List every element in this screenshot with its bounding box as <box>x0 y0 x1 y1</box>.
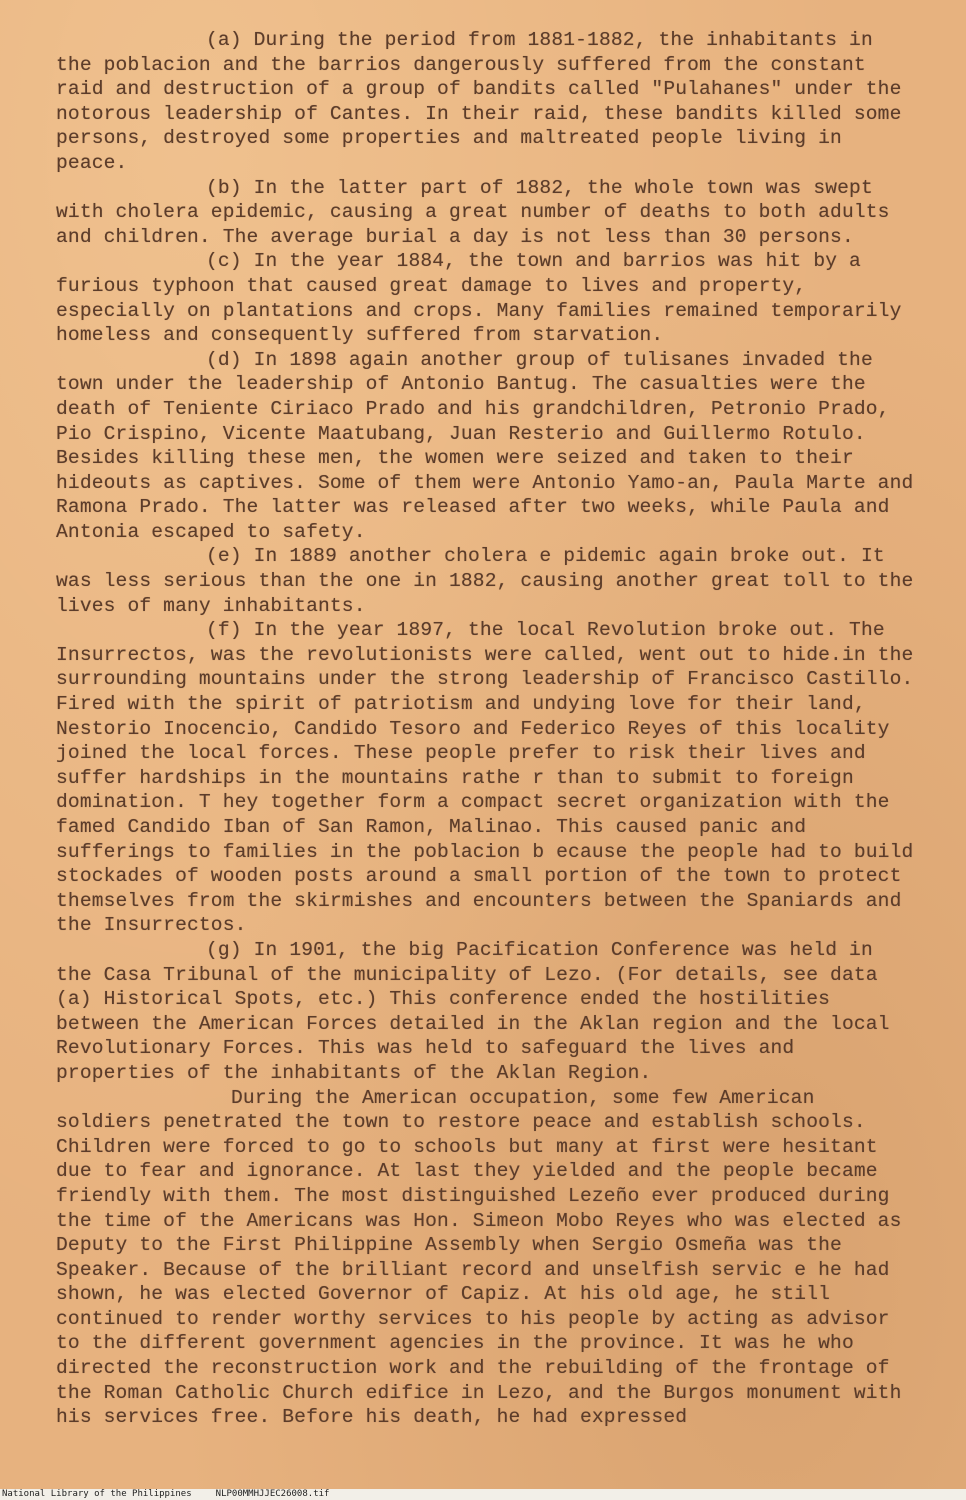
paragraph-g: (g) In 1901, the big Pacification Conference was held in the Casa Tribunal of the municipality of Lezo. (For details, see data (a) Historical Spots, etc.) This conference ended the hostilities between the American Forces detailed in the Aklan region and the local Revolutionary Forces. This was held to safeguard the lives and properties of the inhabitants of the Aklan Region. <box>56 938 890 1084</box>
paragraph-american-occupation: During the American occupation, some few American soldiers penetrated the town to restore peace and establish schools. Children were forced to go to schools but many at first were hesitant due to fear and ignorance. At last they yielded and the people became friendly with them. The most distinguished Lezeño ever produced during the time of the Americans was Hon. Simeon Mobo Reyes who was elected as Deputy to the First Philippine Assembly when Sergio Osmeña was the Speaker. Because of the brilliant record and unselfish servic e he had shown, he was elected Governor of Capiz. At his old age, he still continued to render worthy services to his people by acting as advisor to the different government agencies in the province. It was he who directed the reconstruction work and the rebuilding of the frontage of the Roman Catholic Church edifice in Lezo, and the Burgos monument with his services free. Before his death, he had expressed <box>56 1086 902 1429</box>
paragraph-e: (e) In 1889 another cholera e pidemic again broke out. It was less serious than the one in 1882, causing another great toll to the lives of many inhabitants. <box>56 545 914 617</box>
scan-footer <box>0 1489 966 1500</box>
paragraph-c: (c) In the year 1884, the town and barrios was hit by a furious typhoon that caused great damage to lives and property, especially on plantations and crops. Many families remained temporarily homeless and consequently suffered from starvation. <box>56 250 902 347</box>
paragraph-a: (a) During the period from 1881-1882, the inhabitants in the poblacion and the barrios dangerously suffered from the constant raid and destruction of a group of bandits called "Pulahanes" under the notorous leadership of Cantes. In their raid, these bandits killed some persons, destroyed some properties and maltreated people living in peace. <box>56 29 902 174</box>
paragraph-f: (f) In the year 1897, the local Revolution broke out. The Insurrectos, was the revolutionists were called, went out to hide.in the surrounding mountains under the strong leadership of Francisco Castillo. Fired with the spirit of patriotism and undying love for their land, Nestorio Inocencio, Candido Tesoro and Federico Reyes of this locality joined the local forces. These people prefer to risk their lives and suffer hardships in the mountains rathe r than to submit to foreign domination. T hey together form a compact secret organization with the famed Candido Iban of San Ramon, Malinao. This caused panic and sufferings to families in the poblacion b ecause the people had to build stockades of wooden posts around a small portion of the town to protect themselves from the skirmishes and encounters between the Spaniards and the Insurrectos. <box>56 619 914 937</box>
paragraph-d: (d) In 1898 again another group of tulisanes invaded the town under the leadership of Antonio Bantug. The casualties were the death of Teniente Ciriaco Prado and his grandchildren, Petronio Prado, Pio Crispino, Vicente Maatubang, Juan Resterio and Guillermo Rotulo. Besides killing these men, the women were seized and taken to their hideouts as captives. Some of them were Antonio Yamo-an, Paula Marte and Ramona Prado. The latter was released after two weeks, while Paula and Antonia escaped to safety. <box>56 348 914 543</box>
typewritten-page <box>56 28 916 1430</box>
footer-filename: NLP00MMHJJEC26008.tif <box>215 1489 330 1499</box>
footer-library: National Library of the Philippines <box>2 1489 192 1499</box>
paragraph-b: (b) In the latter part of 1882, the whole town was swept with cholera epidemic, causing a great number of deaths to both adults and children. The average burial a day is not less than 30 persons. <box>56 176 890 248</box>
